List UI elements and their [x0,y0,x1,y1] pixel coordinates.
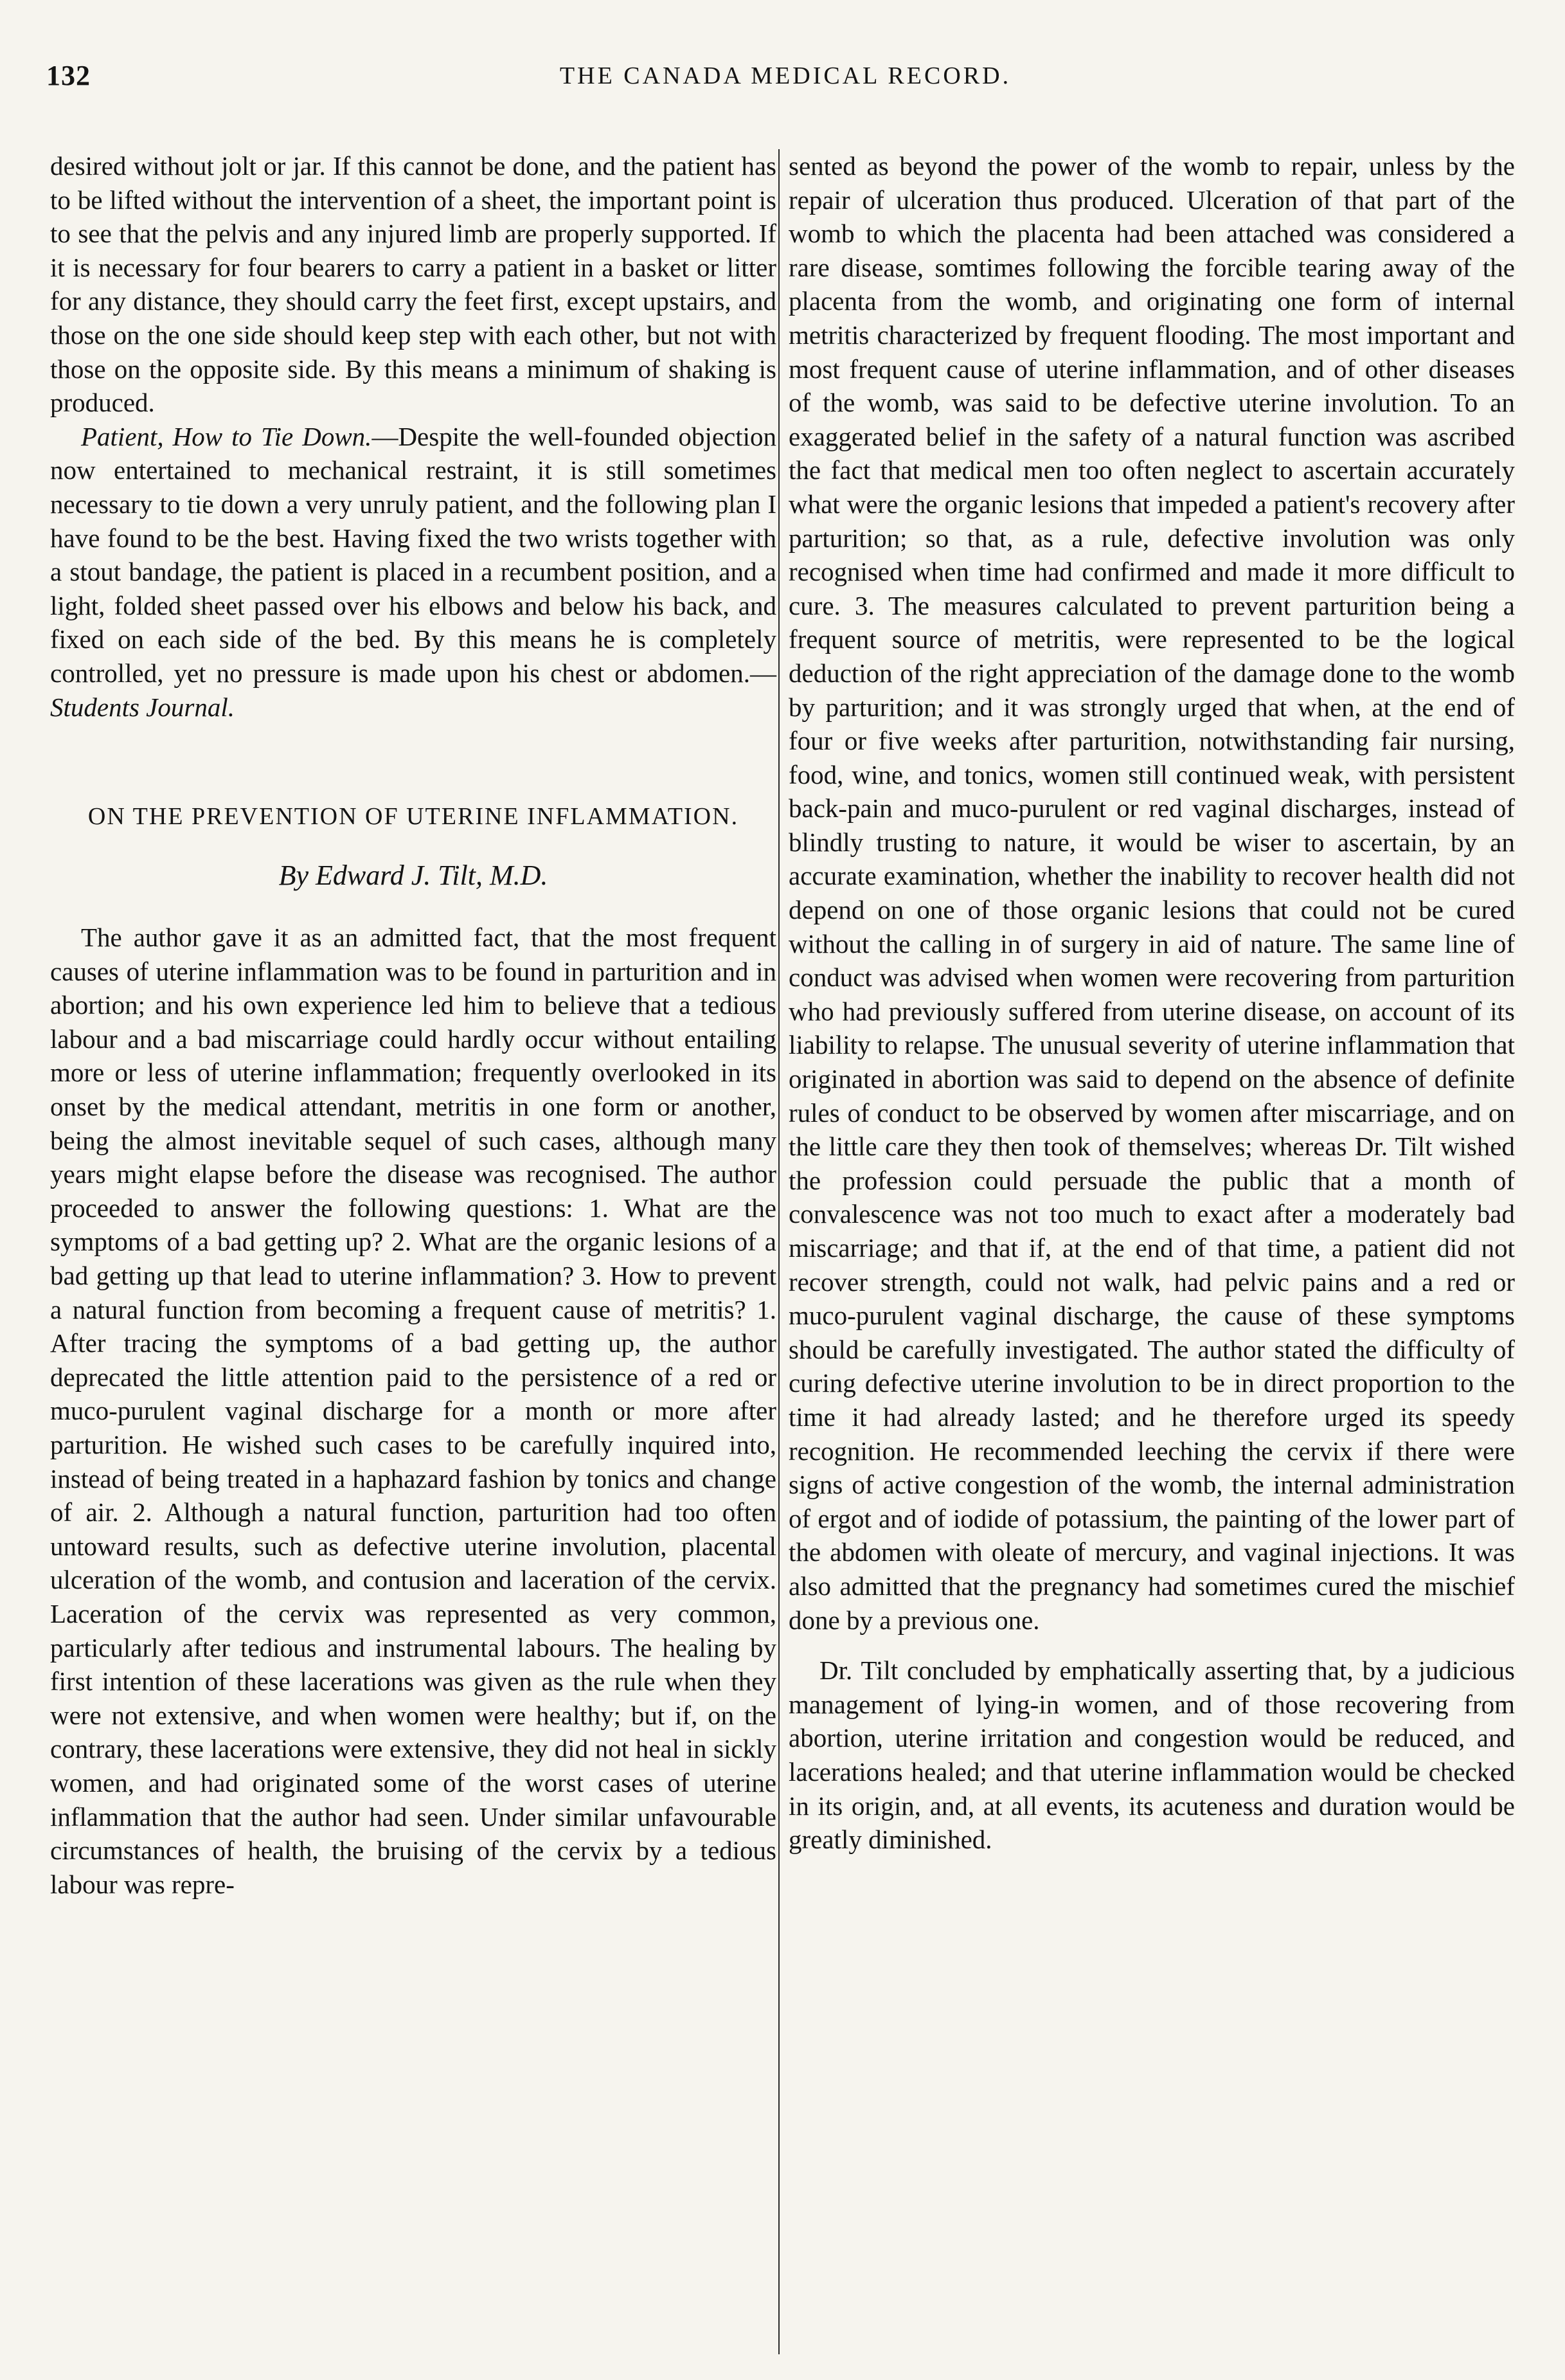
continued-paragraph: sented as beyond the power of the womb to repair, unless by the repair of ulceration thus produced. Ulceration of that part of the womb to which the placenta had been attached was considered a rare disease, somtimes following the forcible tearing away of the placenta from the womb, and originating one form of internal metritis characterized by frequent flooding. The most important and most frequent cause of uterine inflammation, and of other diseases of the womb, was said to be defective uterine involution. To an exaggerated belief in the safety of a natural function was ascribed the fact that medical men too often neglect to ascertain accurately what were the organic lesions that impeded a patient's recovery after parturition; so that, as a rule, defective involution was only recognised when time had confirmed and made it more difficult to cure. 3. The measures calculated to prevent parturition being a frequent source of metritis, were represented to be the logical deduction of the right appreciation of the damage done to the womb by parturition; and it was strongly urged that when, at the end of four or five weeks after parturition, notwithstanding fair nursing, food, wine, and tonics, women still continued weak, with persistent back-pain and muco-purulent or red vaginal discharges, instead of blindly trusting to nature, it would be wiser to ascertain, by an accurate examination, whether the inability to recover health did not depend on one of those organic lesions that could not be cured without the calling in of surgery in aid of nature. The same line of conduct was advised when women were recovering from parturition who had previously suffered from uterine disease, on account of its liability to relapse. The unusual severity of uterine inflammation that originated in abortion was said to depend on the absence of definite rules of conduct to be observed by women after miscarriage, and on the little care they then took of themselves; whereas Dr. Tilt wished the profession could persuade the public that a month of convalescence was not too much to exact after a moderately bad miscarriage; and that if, at the end of that time, a patient did not recover strength, could not walk, had pelvic pains and a red or muco-purulent vaginal discharge, the cause of these symptoms should be carefully investigated. The author stated the difficulty of curing defective uterine involution to be in direct proportion to the time it had already lasted; and he therefore urged its speedy recognition. He recommended leeching the cervix if there were signs of active congestion of the womb, the internal administration of ergot and of iodide of potassium, the painting of the lower part of the abdomen with oleate of mercury, and vaginal injections. It was also admitted that the pregnancy had sometimes cured the mischief done by a previous one. [789,151,1515,1635]
page-number: 132 [46,60,91,91]
left-column [50,149,776,1901]
right-column [789,149,1515,1857]
conclusion-paragraph: Dr. Tilt concluded by emphatically asserting that, by a judicious management of lying-in women, and of those recovering from abortion, uterine irritation and congestion would be reduced, and lacerations healed; and that uterine inflammation would be checked in its origin, and, at all events, its acuteness and duration would be greatly diminished. [789,1655,1515,1855]
journal-title: THE CANADA MEDICAL RECORD. [559,62,1012,89]
article-body-paragraph: The author gave it as an admitted fact, that the most frequent causes of uterine inflammation was to be found in parturition and in abortion; and his own experience led him to believe that a tedious labour and a bad miscarriage could hardly occur without entailing more or less of uterine inflammation; frequently overlooked in its onset by the medical attendant, metritis in one form or another, being the almost inevitable sequel of such cases, although many years might elapse before the disease was recognised. The author proceeded to answer the following questions: 1. What are the symptoms of a bad getting up? 2. What are the organic lesions of a bad getting up that lead to uterine inflammation? 3. How to prevent a natural function from becoming a frequent cause of metritis? 1. After tracing the symptoms of a bad getting up, the author deprecated the little attention paid to the persistence of a red or muco-purulent vaginal discharge for a month or more after parturition. He wished such cases to be carefully inquired into, instead of being treated in a haphazard fashion by tonics and change of air. 2. Although a natural function, parturition had too often untoward results, such as defective uterine involution, placental ulceration of the womb, and contusion and laceration of the cervix. Laceration of the cervix was represented as very common, particularly after tedious and instrumental labours. The healing by first intention of these lacerations was given as the rule when they were not extensive, and when women were healthy; but if, on the contrary, these lacerations were extensive, they did not heal in sickly women, and had originated some of the worst cases of uterine inflammation that the author had seen. Under similar unfavourable circumstances of health, the bruising of the cervix by a tedious labour was repre- [50,923,776,1899]
column-divider [778,149,780,2354]
paragraph-gap [789,1637,1515,1654]
article-byline: By Edward J. Tilt, M.D. [278,860,548,892]
tie-down-paragraph [50,420,776,724]
section-heading: Patient, How to Tie Down. [81,421,372,451]
article-title: ON THE PREVENTION OF UTERINE INFLAMMATION. [87,803,739,831]
continued-paragraph: desired without jolt or jar. If this cannot be done, and the patient has to be lifted without the intervention of a sheet, the important point is to see that the pelvis and any injured limb are properly supported. If it is necessary for four bearers to carry a patient in a basket or litter for any distance, they should carry the feet first, except upstairs, and those on the one side should keep step with each other, but not with those on the opposite side. By this means a minimum of shaking is produced. [50,151,776,418]
source-citation: Students Journal. [50,692,235,722]
running-head [40,59,1531,104]
section-body: —Despite the well-founded objection now entertained to mechanical restraint, it is still sometimes necessary to tie down a very unruly patient, and the following plan I have found to be the best. Having fixed the two wrists together with a stout bandage, the patient is placed in a recumbent position, and a light, folded sheet passed over his elbows and below his back, and fixed on each side of the bed. By this means he is completely controlled, yet no pressure is made upon his chest or abdomen.— [50,421,776,688]
